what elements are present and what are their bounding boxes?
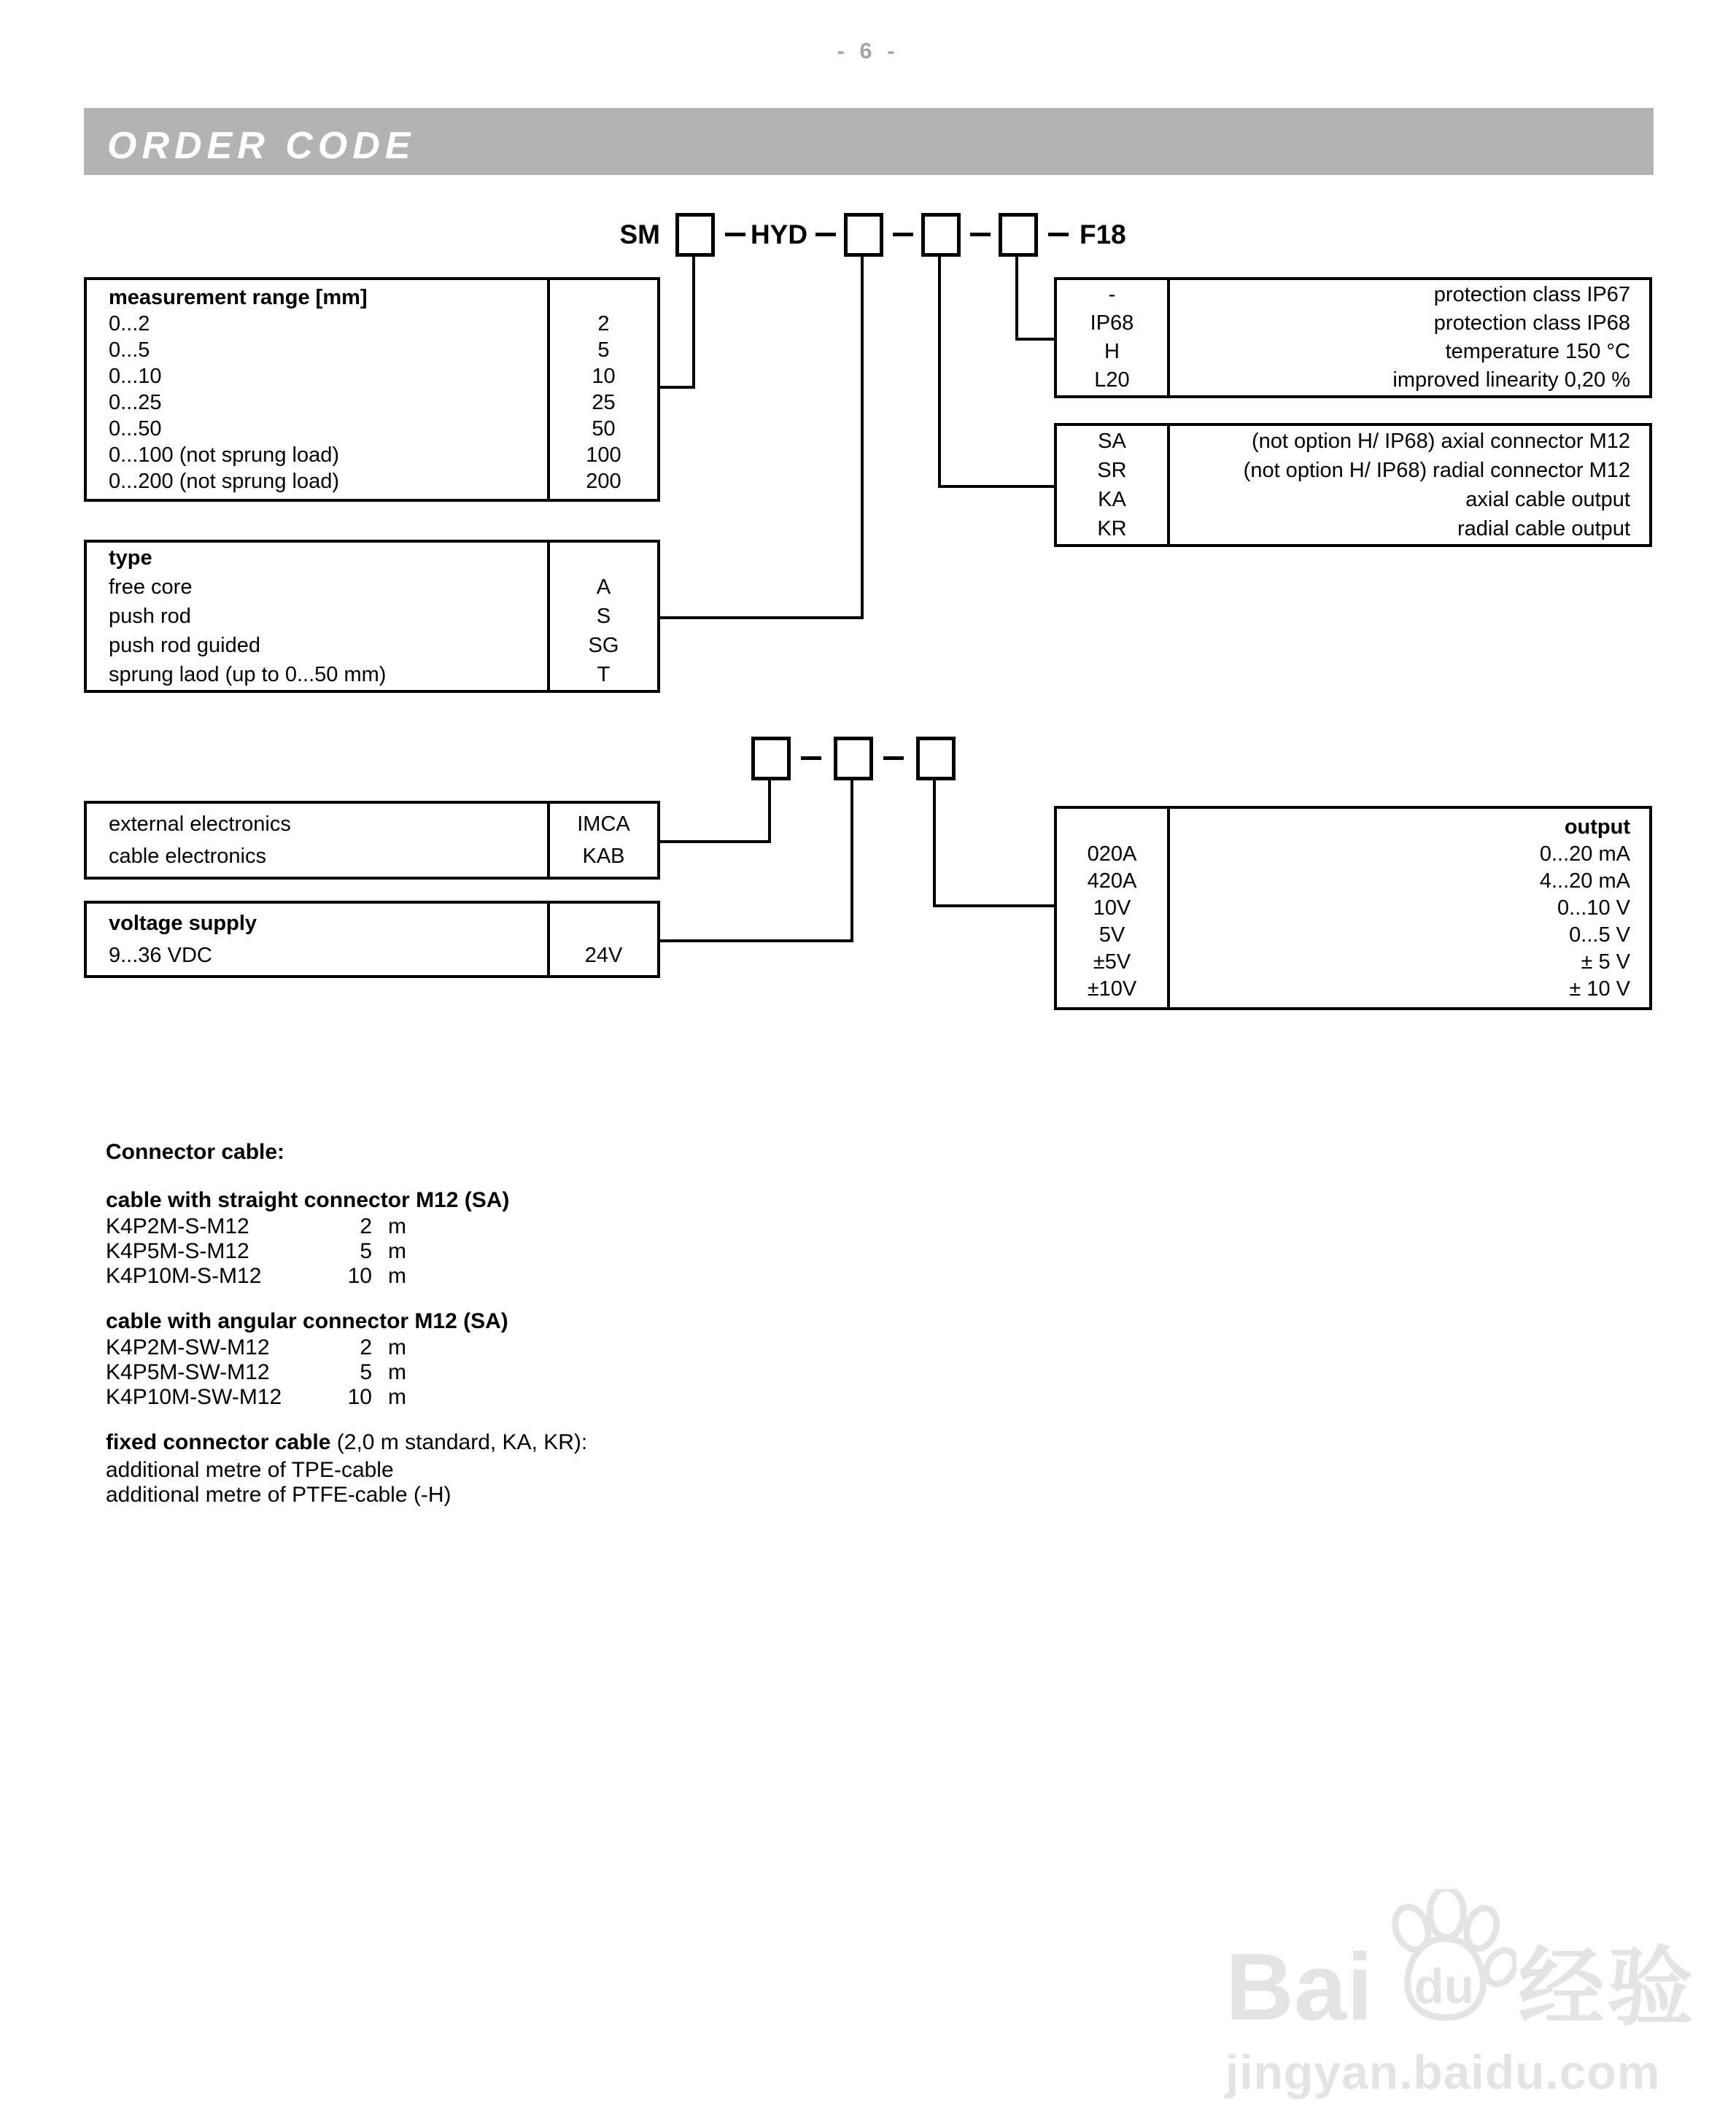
- table-header: voltage supply: [109, 911, 257, 935]
- table-row: ±10V ± 10 V: [1087, 977, 1630, 1001]
- table-row: free core A: [109, 575, 611, 599]
- connection-type-table: [1054, 423, 1652, 547]
- table-row: 0...200 (not sprung load) 200: [109, 469, 621, 493]
- table-row: 5V 0...5 V: [1098, 923, 1630, 947]
- cable-row: K4P10M-SW-M12 10 m: [106, 1385, 406, 1409]
- protection-option-table: [1054, 277, 1652, 398]
- dash-icon: [893, 233, 913, 236]
- baidu-watermark: [1225, 1889, 1721, 2100]
- table-row: 0...5 5: [109, 338, 610, 362]
- watermark-cjk-text: 经验: [1518, 1940, 1697, 2037]
- output-table: [1054, 806, 1652, 1010]
- table-row: push rod guided SG: [109, 633, 619, 657]
- fixed-cable-note: additional metre of TPE-cable: [106, 1458, 394, 1482]
- watermark-domain: jingyan.baidu.com: [1225, 2045, 1661, 2099]
- table-row: KA axial cable output: [1098, 487, 1630, 511]
- table-row: H temperature 150 °C: [1104, 340, 1630, 363]
- dash-icon: [883, 756, 904, 760]
- connector-line: [768, 779, 771, 843]
- connector-line: [660, 840, 771, 843]
- connector-line: [938, 485, 1054, 488]
- table-row: IP68 protection class IP68: [1090, 311, 1630, 335]
- code-box-voltage: [834, 737, 873, 780]
- table-row: 420A 4...20 mA: [1087, 869, 1630, 893]
- table-row: sprung laod (up to 0...50 mm) T: [109, 662, 611, 686]
- dash-icon: [725, 233, 745, 236]
- code-box-measurement-range: [675, 213, 715, 257]
- table-row: SA (not option H/ IP68) axial connector M12: [1098, 429, 1630, 453]
- watermark-brand: [1225, 1889, 1721, 2040]
- connector-line: [660, 939, 853, 942]
- fixed-cable-title: fixed connector cable (2,0 m standard, KA, KR):: [106, 1430, 588, 1454]
- code-box-electronics: [751, 737, 791, 780]
- code-box-connection: [921, 213, 961, 257]
- order-code-header-bar: [84, 108, 1654, 175]
- code-box-option: [999, 213, 1038, 257]
- table-row: 0...10 10: [109, 364, 616, 388]
- connector-line: [1015, 255, 1018, 341]
- table-header: output: [1564, 815, 1630, 839]
- cable-row: K4P5M-SW-M12 5 m: [106, 1360, 406, 1384]
- table-row: ±5V ± 5 V: [1093, 950, 1630, 974]
- dash-icon: [1048, 233, 1069, 236]
- table-row: SR (not option H/ IP68) radial connector M12: [1097, 458, 1630, 482]
- connector-line: [660, 386, 695, 389]
- connector-line: [692, 255, 695, 389]
- code-suffix-label: F18: [1080, 220, 1126, 249]
- cable-row: K4P10M-S-M12 10 m: [106, 1264, 406, 1288]
- table-row: external electronics IMCA: [109, 812, 630, 836]
- table-row: 0...50 50: [109, 416, 616, 441]
- dash-icon: [970, 233, 991, 236]
- measurement-range-table: [84, 277, 660, 502]
- cable-row: K4P2M-S-M12 2 m: [106, 1214, 406, 1238]
- table-header-row: [87, 907, 657, 939]
- code-box-output: [916, 737, 956, 780]
- page-number: - 6 -: [837, 38, 899, 63]
- table-row: 10V 0...10 V: [1093, 896, 1630, 920]
- page-title: ORDER CODE: [107, 125, 416, 167]
- table-header: measurement range [mm]: [109, 285, 368, 309]
- watermark-du-text: du: [1414, 1959, 1475, 2014]
- table-row: push rod S: [109, 604, 611, 628]
- table-row: 9...36 VDC 24V: [109, 943, 623, 967]
- connector-line: [938, 255, 941, 488]
- dash-icon: [815, 233, 836, 236]
- table-row: KR radial cable output: [1097, 516, 1630, 540]
- code-prefix-label: SM: [619, 220, 660, 249]
- type-table: [84, 540, 660, 693]
- table-header-row: [87, 284, 657, 311]
- table-header-row: [1057, 814, 1649, 841]
- cable-row: K4P5M-S-M12 5 m: [106, 1239, 406, 1263]
- fixed-cable-note: additional metre of PTFE-cable (-H): [106, 1483, 452, 1507]
- code-infix-label: HYD: [750, 220, 808, 249]
- connector-line: [861, 255, 864, 619]
- table-row: 0...100 (not sprung load) 100: [109, 443, 621, 467]
- watermark-bai-text: Bai: [1225, 1933, 1373, 2040]
- connector-line: [933, 904, 1054, 907]
- connector-line: [1015, 338, 1054, 341]
- table-row: - protection class IP67: [1108, 283, 1630, 306]
- table-header-row: [87, 543, 657, 573]
- connector-line: [850, 779, 853, 942]
- angular-cable-title: cable with angular connector M12 (SA): [106, 1309, 508, 1333]
- voltage-supply-table: [84, 901, 660, 978]
- straight-cable-title: cable with straight connector M12 (SA): [106, 1188, 510, 1212]
- code-box-type: [844, 213, 883, 257]
- cable-row: K4P2M-SW-M12 2 m: [106, 1335, 406, 1359]
- electronics-table: [84, 801, 660, 880]
- dash-icon: [801, 756, 821, 760]
- table-row: 020A 0...20 mA: [1087, 842, 1630, 866]
- table-row: 0...2 2: [109, 311, 610, 335]
- table-header: type: [109, 546, 152, 570]
- baidu-paw-icon: [1374, 1889, 1516, 2038]
- connector-line: [660, 616, 864, 619]
- table-row: cable electronics KAB: [109, 844, 625, 868]
- table-row: L20 improved linearity 0,20 %: [1094, 368, 1630, 392]
- connector-line: [933, 779, 936, 907]
- table-row: 0...25 25: [109, 390, 616, 414]
- section-title: Connector cable:: [106, 1140, 285, 1164]
